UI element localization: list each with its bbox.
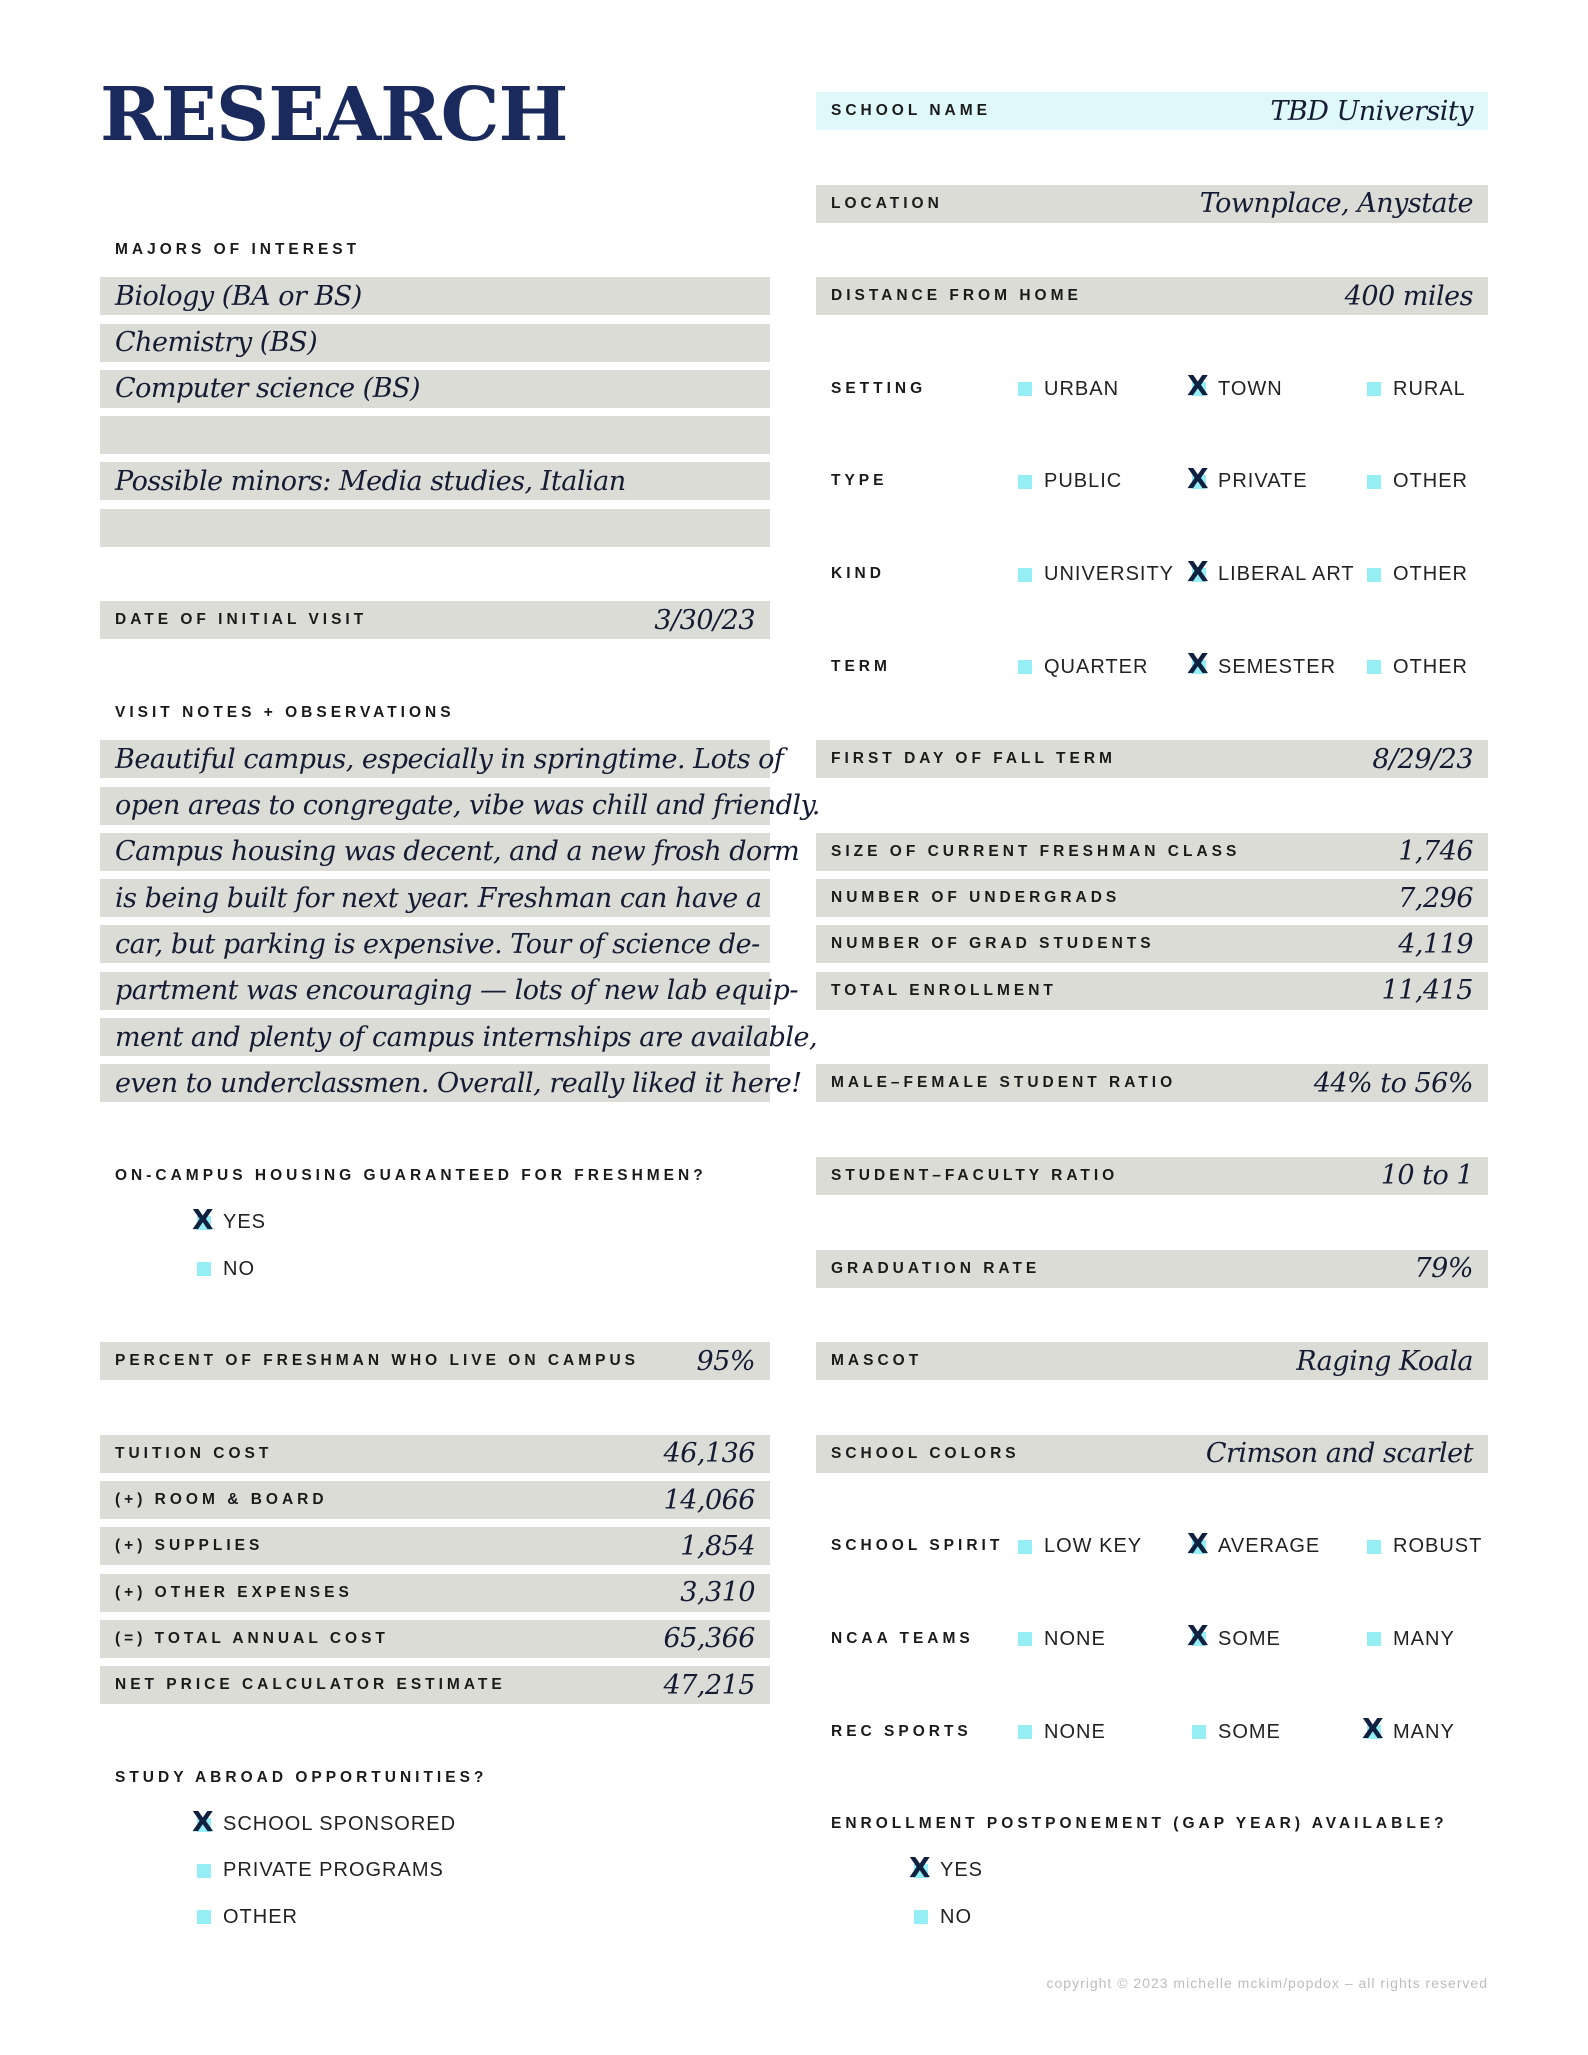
rec-sports-option-label: SOME — [1218, 1720, 1281, 1743]
checkbox[interactable] — [1187, 554, 1210, 588]
checkbox[interactable] — [1187, 1526, 1210, 1560]
ncaa-teams-option[interactable] — [1367, 1628, 1455, 1651]
gap-year-option[interactable] — [909, 1850, 984, 1884]
checkbox[interactable] — [1187, 1619, 1210, 1653]
notes-label-row — [100, 694, 770, 732]
page-title: RESEARCH — [100, 72, 568, 158]
percent-on-campus-label: PERCENT OF FRESHMAN WHO LIVE ON CAMPUS — [115, 1352, 640, 1370]
checkbox[interactable] — [1018, 475, 1032, 489]
gap-year-label: ENROLLMENT POSTPONEMENT (GAP YEAR) AVAILABLE? — [831, 1815, 1448, 1833]
mascot-label: MASCOT — [831, 1352, 923, 1370]
graduation-rate-value[interactable]: 79% — [1414, 1253, 1473, 1284]
checkbox[interactable] — [192, 1804, 215, 1838]
check-x-icon: X — [1187, 554, 1210, 588]
type-option[interactable] — [1367, 470, 1468, 493]
notes-line-value[interactable]: Beautiful campus, especially in springtime. Lots of — [115, 743, 784, 775]
notes-line-field[interactable] — [100, 740, 784, 778]
majors-label-row — [100, 231, 770, 269]
check-x-icon: X — [1362, 1712, 1385, 1745]
term-option[interactable] — [1018, 656, 1148, 679]
ncaa-teams-option-label: SOME — [1218, 1627, 1281, 1650]
notes-line-value[interactable]: ment and plenty of campus internships are available, — [115, 1021, 818, 1053]
study-abroad-option[interactable] — [192, 1804, 457, 1838]
checkbox[interactable] — [1018, 660, 1032, 674]
enrollment-field[interactable] — [816, 925, 1488, 963]
kind-option-label: LIBERAL ART — [1218, 563, 1355, 585]
kind-option-label: UNIVERSITY — [1044, 563, 1175, 585]
notes-line-value[interactable]: partment was encouraging — lots of new lab equip- — [115, 975, 798, 1007]
check-x-icon: X — [1187, 461, 1210, 495]
housing-label: ON-CAMPUS HOUSING GUARANTEED FOR FRESHMEN? — [115, 1166, 707, 1184]
cost-label: (=) TOTAL ANNUAL COST — [115, 1629, 389, 1647]
checkbox[interactable] — [197, 1262, 211, 1276]
notes-line-field[interactable] — [100, 833, 800, 871]
checkbox[interactable] — [197, 1864, 211, 1878]
percent-on-campus-field[interactable] — [100, 1342, 770, 1380]
student-faculty-ratio-label: STUDENT–FACULTY RATIO — [831, 1166, 1119, 1184]
checkbox[interactable] — [1018, 1540, 1032, 1554]
school-spirit-option[interactable] — [1367, 1535, 1482, 1558]
check-x-icon: X — [1187, 647, 1210, 681]
enrollment-field[interactable] — [816, 972, 1488, 1010]
rec-sports-option[interactable] — [1362, 1712, 1455, 1745]
cost-field[interactable] — [100, 1435, 770, 1473]
major-line-value[interactable]: Computer science (BS) — [115, 373, 421, 405]
ncaa-teams-label: NCAA TEAMS — [831, 1629, 974, 1647]
checkbox[interactable] — [1367, 382, 1381, 396]
check-x-icon: X — [192, 1202, 215, 1236]
term-option[interactable] — [1367, 656, 1468, 679]
major-line-field[interactable] — [100, 416, 770, 454]
major-line-value[interactable]: Possible minors: Media studies, Italian — [115, 465, 626, 497]
notes-line-value[interactable]: is being built for next year. Freshman can have a — [115, 882, 762, 914]
location-label: LOCATION — [831, 194, 943, 212]
school-colors-field[interactable] — [816, 1435, 1488, 1473]
school-spirit-label: SCHOOL SPIRIT — [831, 1537, 1004, 1555]
ncaa-teams-option-label: NONE — [1044, 1627, 1106, 1650]
notes-line-value[interactable]: open areas to congregate, vibe was chill and friendly. — [115, 790, 820, 821]
setting-option[interactable] — [1187, 369, 1283, 403]
student-faculty-ratio-field[interactable] — [816, 1157, 1488, 1195]
school-name-label: SCHOOL NAME — [831, 102, 991, 119]
checkbox[interactable] — [1187, 369, 1210, 403]
checkbox[interactable] — [1367, 475, 1381, 489]
study-abroad-label: STUDY ABROAD OPPORTUNITIES? — [115, 1768, 488, 1786]
term-option-label: OTHER — [1393, 655, 1468, 678]
type-option-label: PUBLIC — [1044, 470, 1123, 493]
cost-field[interactable] — [100, 1527, 770, 1565]
gender-ratio-label: MALE–FEMALE STUDENT RATIO — [831, 1074, 1177, 1092]
ncaa-teams-option-label: MANY — [1393, 1627, 1455, 1650]
cost-value[interactable]: 47,215 — [663, 1669, 755, 1701]
mascot-value[interactable]: Raging Koala — [1296, 1345, 1473, 1377]
copyright: copyright © 2023 michelle mckim/popdox – all rights reserved — [1046, 1975, 1488, 1991]
major-line-field[interactable] — [100, 324, 770, 362]
notes-line-field[interactable] — [100, 972, 798, 1010]
majors-label: MAJORS OF INTEREST — [115, 240, 361, 258]
cost-value[interactable]: 14,066 — [663, 1484, 755, 1516]
enrollment-label: NUMBER OF UNDERGRADS — [831, 889, 1121, 907]
ncaa-teams-option[interactable] — [1018, 1628, 1106, 1651]
study-abroad-option-label: SCHOOL SPONSORED — [223, 1813, 457, 1836]
first-day-label: FIRST DAY OF FALL TERM — [831, 750, 1116, 768]
kind-label: KIND — [831, 565, 885, 582]
check-x-icon: X — [1187, 1619, 1210, 1653]
kind-option-label: OTHER — [1393, 563, 1468, 585]
gap-year-option[interactable] — [914, 1906, 972, 1929]
major-line-field[interactable] — [100, 509, 770, 547]
checkbox[interactable] — [909, 1850, 932, 1884]
first-day-value[interactable]: 8/29/23 — [1372, 743, 1473, 775]
checkbox[interactable] — [1018, 568, 1032, 582]
initial-visit-date-label: DATE OF INITIAL VISIT — [115, 611, 368, 629]
distance-value[interactable]: 400 miles — [1344, 280, 1473, 312]
term-label: TERM — [831, 657, 891, 675]
cost-value[interactable]: 1,854 — [680, 1530, 755, 1562]
notes-line-field[interactable] — [100, 879, 770, 917]
type-option[interactable] — [1187, 461, 1308, 495]
school-spirit-option-label: LOW KEY — [1044, 1535, 1143, 1558]
kind-option[interactable] — [1018, 563, 1174, 586]
notes-label: VISIT NOTES + OBSERVATIONS — [115, 703, 455, 721]
cost-label: (+) OTHER EXPENSES — [115, 1583, 353, 1601]
type-option-label: OTHER — [1393, 470, 1468, 493]
cost-value[interactable]: 3,310 — [680, 1577, 755, 1609]
school-spirit-option[interactable] — [1018, 1535, 1142, 1558]
study-abroad-option[interactable] — [197, 1859, 444, 1882]
gap-year-option-label: NO — [940, 1905, 972, 1928]
school-spirit-option[interactable] — [1187, 1526, 1321, 1560]
enrollment-value[interactable]: 11,415 — [1381, 975, 1473, 1007]
study-abroad-option-label: PRIVATE PROGRAMS — [223, 1859, 444, 1882]
type-option[interactable] — [1018, 470, 1122, 493]
graduation-rate-label: GRADUATION RATE — [831, 1259, 1041, 1277]
enrollment-field[interactable] — [816, 833, 1488, 871]
check-x-icon: X — [1187, 1526, 1210, 1560]
gender-ratio-value[interactable]: 44% to 56% — [1313, 1067, 1473, 1099]
checkbox[interactable] — [1192, 1725, 1206, 1739]
major-line-value[interactable]: Biology (BA or BS) — [115, 280, 362, 312]
study-abroad-option-label: OTHER — [223, 1905, 298, 1928]
cost-label: NET PRICE CALCULATOR ESTIMATE — [115, 1676, 506, 1694]
notes-line-value[interactable]: Campus housing was decent, and a new frosh dorm — [115, 836, 800, 868]
gender-ratio-field[interactable] — [816, 1064, 1488, 1102]
study-abroad-label-row — [100, 1759, 770, 1797]
notes-line-field[interactable] — [100, 1018, 818, 1056]
enrollment-label: TOTAL ENROLLMENT — [831, 981, 1057, 999]
major-line-field[interactable] — [100, 277, 770, 315]
checkbox[interactable] — [1367, 1632, 1381, 1646]
setting-label: SETTING — [831, 379, 927, 397]
location-field[interactable] — [816, 185, 1488, 223]
rec-sports-option-label: MANY — [1393, 1720, 1455, 1743]
school-spirit-option-label: ROBUST — [1393, 1535, 1483, 1558]
graduation-rate-field[interactable] — [816, 1250, 1488, 1288]
housing-option[interactable] — [197, 1258, 255, 1281]
school-name-value[interactable]: TBD University — [1270, 95, 1473, 127]
checkbox[interactable] — [1367, 568, 1381, 582]
cost-label: (+) ROOM & BOARD — [115, 1491, 328, 1508]
kind-option[interactable] — [1367, 563, 1468, 586]
school-name-field[interactable] — [816, 92, 1488, 130]
notes-line-field[interactable] — [100, 925, 770, 963]
notes-line-value[interactable]: car, but parking is expensive. Tour of science de- — [115, 928, 760, 960]
distance-field[interactable] — [816, 277, 1488, 315]
checkbox[interactable] — [192, 1202, 215, 1236]
type-option-label: PRIVATE — [1218, 470, 1308, 493]
checkbox[interactable] — [1187, 461, 1210, 495]
checkbox[interactable] — [1018, 1725, 1032, 1739]
checkbox[interactable] — [1367, 660, 1381, 674]
term-option[interactable] — [1187, 647, 1337, 681]
cost-field[interactable] — [100, 1574, 770, 1612]
percent-on-campus-value[interactable]: 95% — [696, 1345, 755, 1377]
enrollment-value[interactable]: 4,119 — [1398, 928, 1473, 960]
rec-sports-option[interactable] — [1018, 1721, 1106, 1744]
cost-value[interactable]: 65,366 — [663, 1623, 755, 1655]
checkbox[interactable] — [1187, 647, 1210, 681]
gap-year-option-label: YES — [940, 1859, 984, 1882]
rec-sports-label: REC SPORTS — [831, 1722, 972, 1740]
initial-visit-date-value[interactable]: 3/30/23 — [654, 604, 755, 636]
school-colors-value[interactable]: Crimson and scarlet — [1205, 1438, 1473, 1470]
checkbox[interactable] — [1018, 382, 1032, 396]
housing-option-label: YES — [223, 1211, 267, 1234]
cost-field[interactable] — [100, 1620, 770, 1658]
setting-option-label: RURAL — [1393, 377, 1466, 400]
checkbox[interactable] — [197, 1910, 211, 1924]
cost-field[interactable] — [100, 1481, 770, 1519]
school-colors-label: SCHOOL COLORS — [831, 1444, 1020, 1462]
major-line-value[interactable]: Chemistry (BS) — [115, 327, 318, 358]
setting-option[interactable] — [1018, 378, 1119, 401]
ncaa-teams-option[interactable] — [1187, 1619, 1281, 1653]
enrollment-value[interactable]: 7,296 — [1398, 882, 1473, 914]
check-x-icon: X — [909, 1850, 932, 1884]
check-x-icon: X — [1187, 369, 1210, 403]
term-option-label: SEMESTER — [1218, 655, 1337, 678]
checkbox[interactable] — [1367, 1540, 1381, 1554]
setting-option[interactable] — [1367, 378, 1466, 401]
enrollment-field[interactable] — [816, 879, 1488, 917]
setting-option-label: TOWN — [1218, 377, 1283, 400]
initial-visit-date-field[interactable] — [100, 601, 770, 639]
checkbox[interactable] — [1362, 1712, 1385, 1745]
housing-option-label: NO — [223, 1257, 255, 1280]
cost-label: TUITION COST — [115, 1444, 273, 1462]
enrollment-label: NUMBER OF GRAD STUDENTS — [831, 935, 1155, 953]
major-line-field[interactable] — [100, 462, 770, 500]
mascot-field[interactable] — [816, 1342, 1488, 1380]
enrollment-value[interactable]: 1,746 — [1398, 836, 1473, 868]
study-abroad-option[interactable] — [197, 1906, 298, 1929]
checkbox[interactable] — [1018, 1632, 1032, 1646]
check-x-icon: X — [192, 1804, 215, 1838]
school-spirit-option-label: AVERAGE — [1218, 1535, 1321, 1558]
location-value[interactable]: Townplace, Anystate — [1199, 188, 1473, 220]
distance-label: DISTANCE FROM HOME — [831, 287, 1082, 305]
kind-option[interactable] — [1187, 554, 1355, 588]
cost-value[interactable]: 46,136 — [663, 1438, 755, 1470]
cost-field[interactable] — [100, 1666, 770, 1704]
major-line-field[interactable] — [100, 370, 770, 408]
rec-sports-option[interactable] — [1192, 1721, 1281, 1744]
student-faculty-ratio-value[interactable]: 10 to 1 — [1380, 1160, 1473, 1192]
rec-sports-option-label: NONE — [1044, 1720, 1106, 1743]
housing-option[interactable] — [192, 1202, 267, 1236]
notes-line-field[interactable] — [100, 1064, 802, 1102]
housing-label-row — [100, 1157, 770, 1195]
cost-label: (+) SUPPLIES — [115, 1537, 264, 1555]
enrollment-label: SIZE OF CURRENT FRESHMAN CLASS — [831, 842, 1241, 860]
setting-option-label: URBAN — [1044, 377, 1120, 400]
checkbox[interactable] — [914, 1910, 928, 1924]
gap-year-label-row — [816, 1805, 1488, 1843]
notes-line-field[interactable] — [100, 787, 820, 825]
term-option-label: QUARTER — [1044, 655, 1149, 678]
notes-line-value[interactable]: even to underclassmen. Overall, really liked it here! — [115, 1067, 802, 1099]
type-label: TYPE — [831, 472, 888, 490]
first-day-field[interactable] — [816, 740, 1488, 778]
